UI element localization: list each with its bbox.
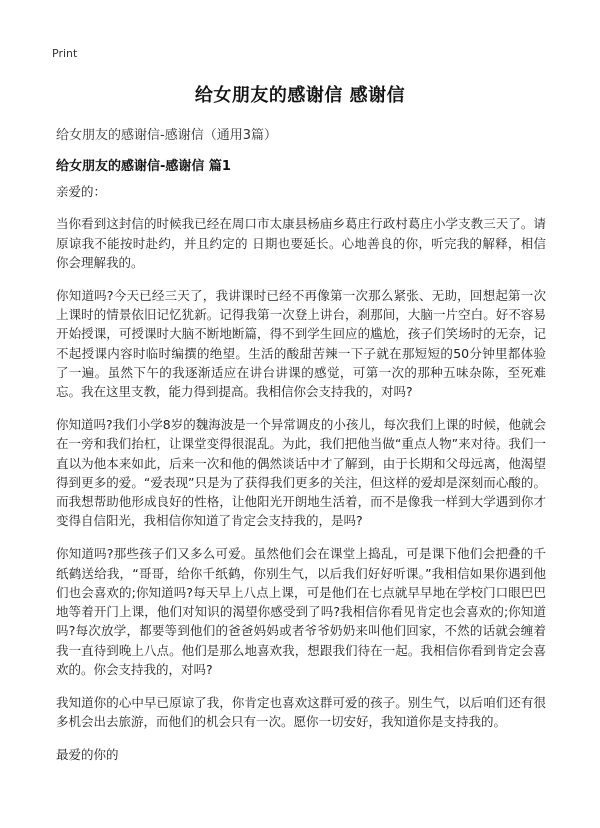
letter-paragraph-1: 当你看到这封信的时候我已经在周口市太康县杨庙乡葛庄行政村葛庄小学支教三天了。请原谅我不能按时赴约，并且约定的 日期也要延长。心地善良的你，听完我的解释，相信你会理解我的。 xyxy=(56,216,546,270)
letter-greeting: 亲爱的： xyxy=(56,184,107,199)
document-subtitle: 给女朋友的感谢信-感谢信（通用3篇） xyxy=(56,128,277,143)
page-title: 给女朋友的感谢信 感谢信 xyxy=(194,85,406,106)
letter-body xyxy=(56,182,546,778)
letter-closing: 最爱的你的 xyxy=(56,746,119,762)
print-label[interactable]: Print xyxy=(52,47,78,60)
section-heading: 给女朋友的感谢信-感谢信 篇1 xyxy=(56,159,231,174)
letter-paragraph-5: 我知道你的心中早已原谅了我，你肯定也喜欢这群可爱的孩子。别生气，以后咱们还有很多机会出去旅游，而他们的机会只有一次。愿你一切安好，我知道你是支持我的。 xyxy=(56,694,546,730)
letter-paragraph-3: 你知道吗?我们小学8岁的魏海波是一个异常调皮的小孩儿，每次我们上课的时候，他就会在一旁和我们抬杠，让课堂变得很混乱。为此，我们把他当做“重点人物”来对待。我们一直以为他本来如此，后来一次和他的偶然谈话中才了解到，由于长期和父母远离，他渴望得到更多的爱。“爱表现”只是为了获得我们更多的关注，但这样的爱却是深刻而心酸的。而我想帮助他形成良好的性格，让他阳光开朗地生活着，而不是像我一样到大学遇到你才变得自信阳光，我相信你知道了肯定会支持我的，是吗? xyxy=(56,416,546,529)
letter-paragraph-2: 你知道吗?今天已经三天了，我讲课时已经不再像第一次那么紧张、无助，回想起第一次上课时的情景依旧记忆犹新。记得我第一次登上讲台，刹那间，大脑一片空白。好不容易开始授课，可授课时大脑不断地断篇，得不到学生回应的尴尬，孩子们笑场时的无奈，记不起授课内容时临时编撰的绝望。生活的酸甜苦辣一下子就在那短短的50分钟里都体验了一遍。虽然下午的我逐渐适应在讲台讲课的感觉，可第一次的那种五味杂陈，至死难忘。我在这里支教，能力得到提高。我相信你会支持我的，对吗? xyxy=(56,287,546,400)
letter-paragraph-4: 你知道吗?那些孩子们又多么可爱。虽然他们会在课堂上捣乱，可是课下他们会把叠的千纸鹤送给我，“哥哥，给你千纸鹤，你别生气，以后我们好好听课。”我相信如果你遇到他们也会喜欢的;你知道吗?每天早上八点上课，可是他们在七点就早早地在学校门口眼巴巴地等着开门上课，他们对知识的渴望你感受到了吗?我相信你看见肯定也会喜欢的;你知道吗?每次放学，都要等到他们的爸爸妈妈或者爷爷奶奶来叫他们回家，不然的话就会缠着我一直待到晚上八点。他们是那么地喜欢我，想跟我们待在一起。我相信你看到肯定会喜欢的。你会支持我的，对吗? xyxy=(56,546,546,678)
